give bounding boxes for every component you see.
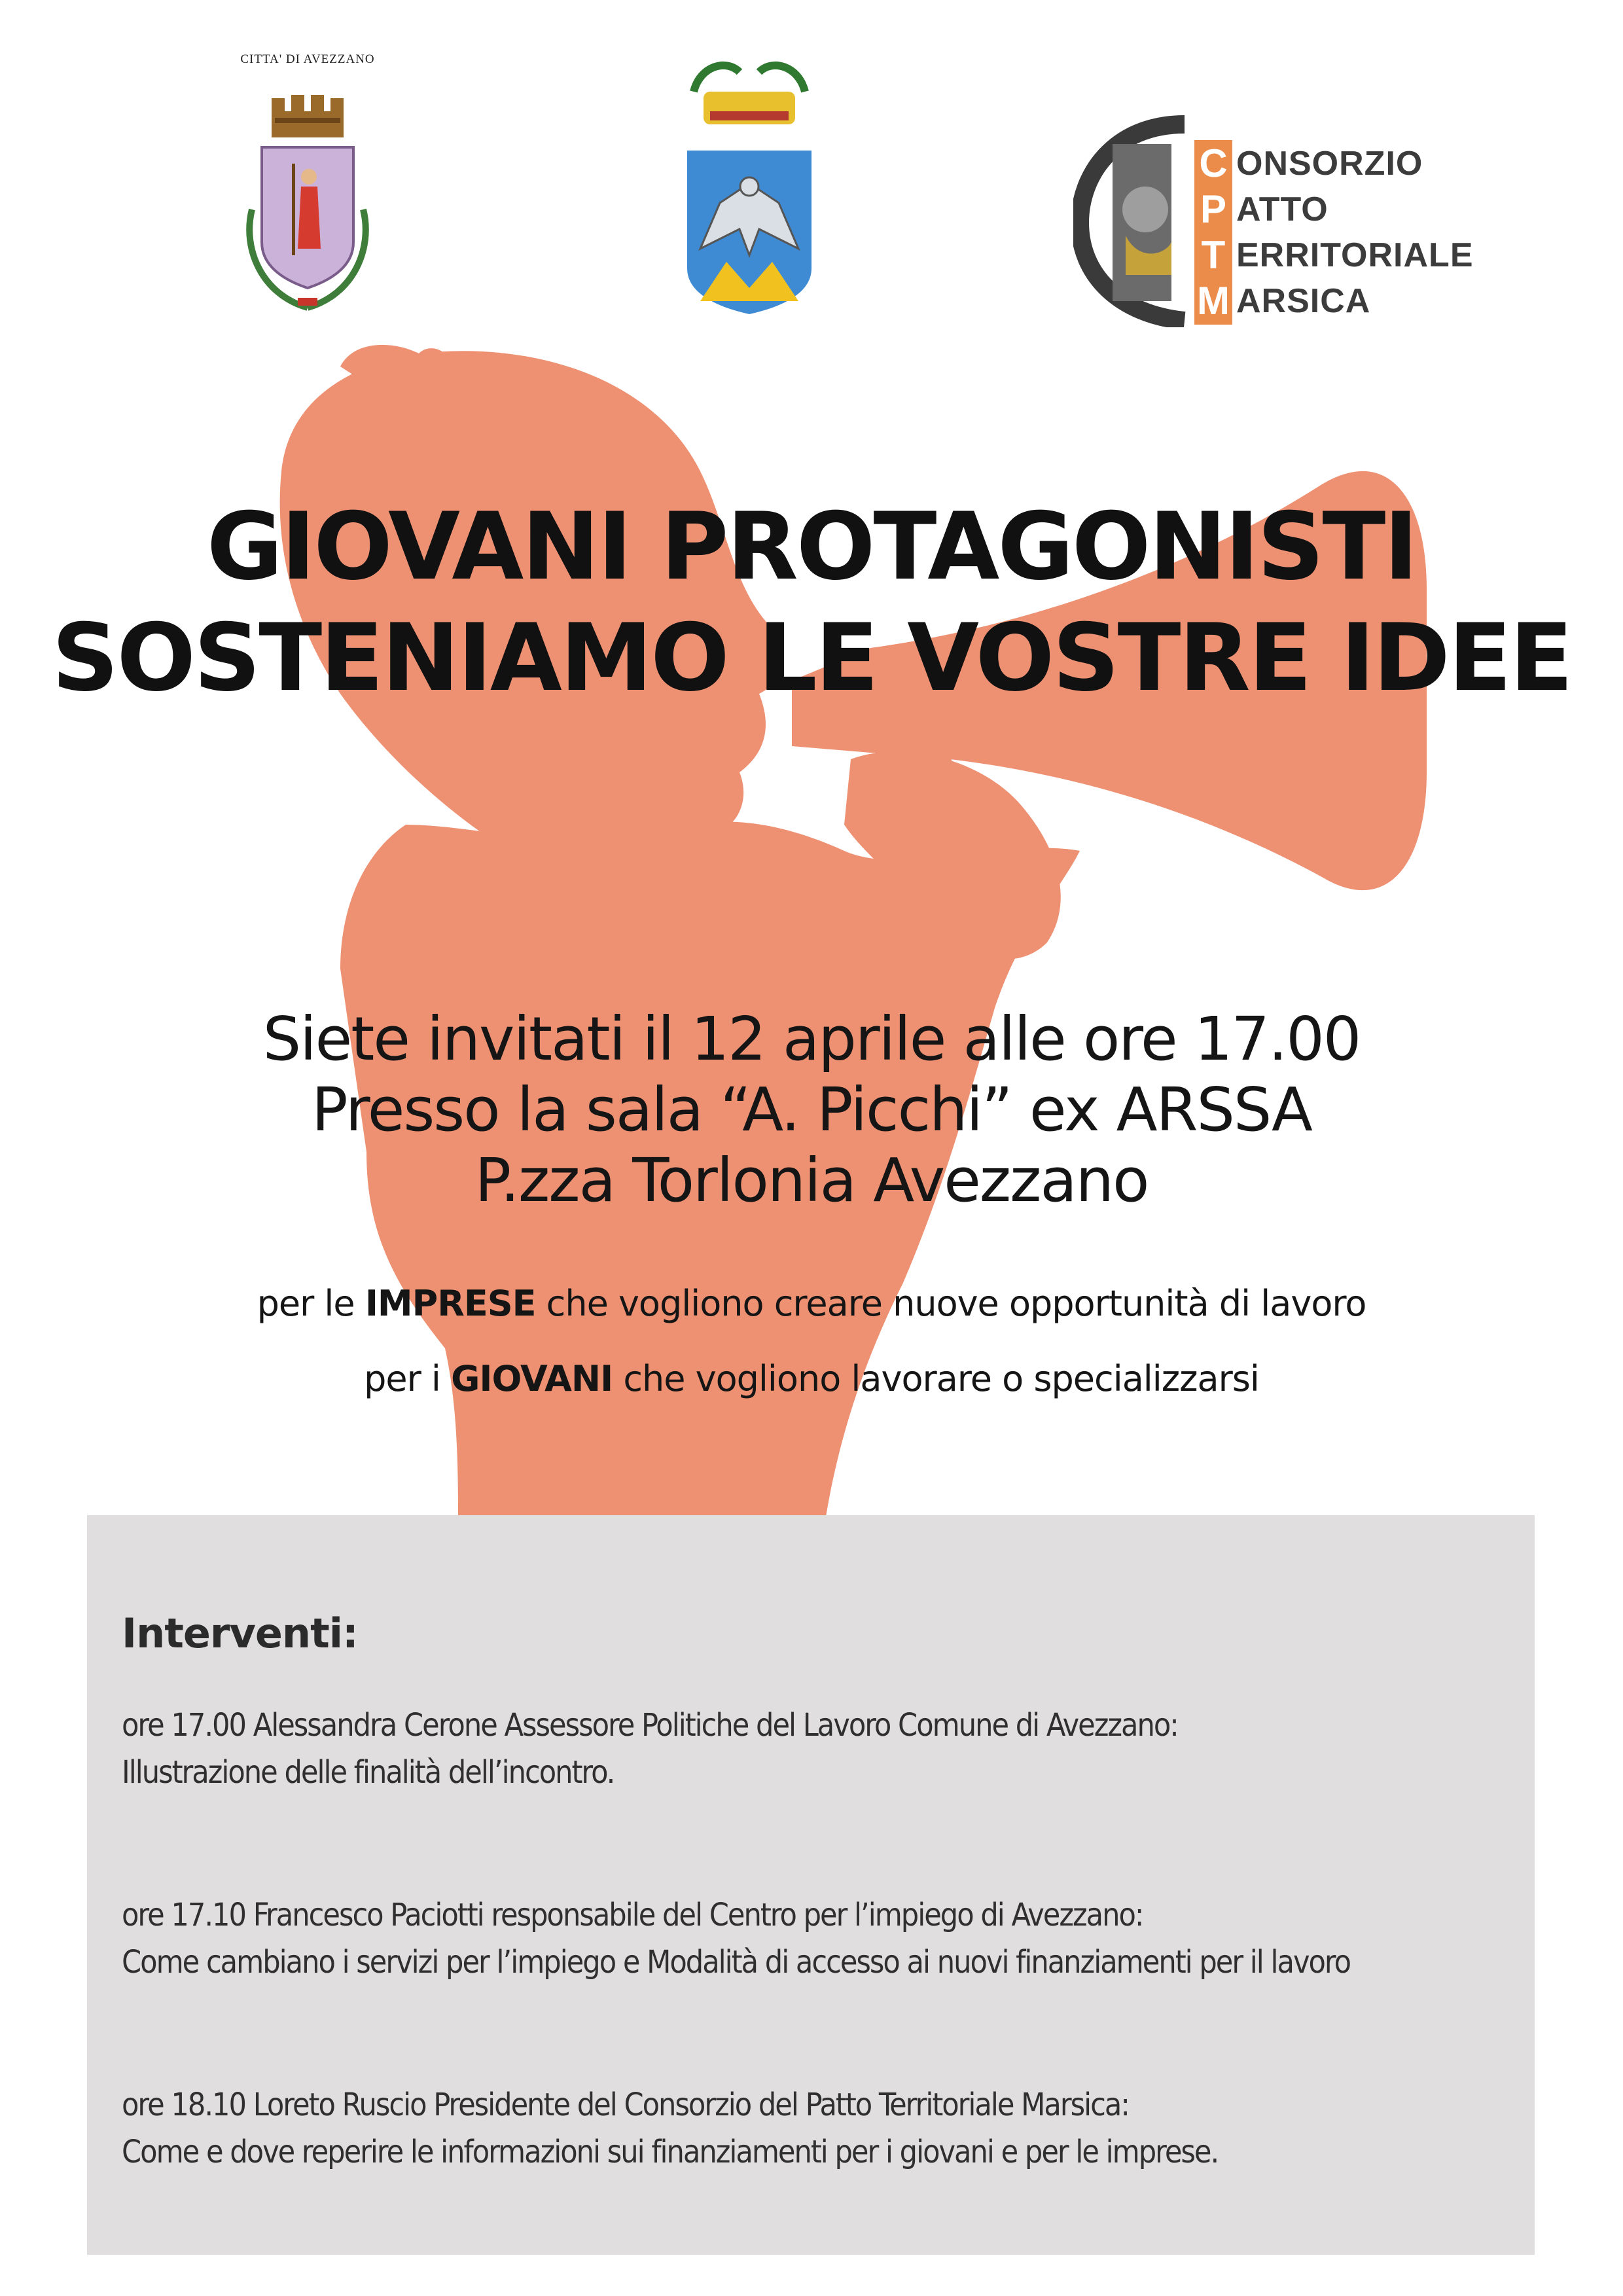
invitation-venue-line: Presso la sala “A. Picchi” ex ARSSA: [312, 1075, 1311, 1145]
avezzano-crest-icon: [236, 92, 380, 314]
target-imprese: [0, 1283, 1623, 1324]
cptm-letter: P: [1194, 186, 1232, 233]
program-item-speaker: ore 17.10 Francesco Paciotti responsabile del Centro per l’impiego di Avezzano:: [122, 1897, 1143, 1933]
main-title-line-1: GIOVANI PROTAGONISTI: [206, 493, 1417, 601]
program-item-topic: Come cambiano i servizi per l’impiego e Modalità di accesso ai nuovi finanziamenti per il lavoro: [122, 1944, 1351, 1981]
target-suffix: che vogliono lavorare o specializzarsi: [613, 1358, 1259, 1399]
invitation-address-line: P.zza Torlonia Avezzano: [474, 1145, 1149, 1215]
program-item: [122, 1892, 1350, 1986]
program-item: [122, 1702, 1178, 1796]
program-item: [122, 2081, 1218, 2176]
main-title-line-2: SOSTENIAMO LE VOSTRE IDEE: [52, 604, 1571, 712]
cptm-row-territoriale: [1194, 229, 1474, 281]
target-keyword: IMPRESE: [365, 1283, 536, 1324]
cptm-word: ARSICA: [1236, 282, 1371, 320]
cptm-row-consorzio: [1194, 137, 1423, 190]
provincia-crest-logo: [674, 52, 825, 314]
program-heading: Interventi:: [122, 1609, 358, 1657]
target-prefix: per i: [364, 1358, 452, 1399]
target-suffix: che vogliono creare nuove opportunità di lavoro: [535, 1283, 1366, 1324]
target-keyword: GIOVANI: [451, 1358, 613, 1399]
cptm-letter: M: [1194, 278, 1232, 325]
program-item-speaker: ore 18.10 Loreto Ruscio Presidente del Consorzio del Patto Territoriale Marsica:: [122, 2087, 1129, 2123]
cptm-word: ATTO: [1236, 190, 1329, 228]
invitation-date-line: Siete invitati il 12 aprile alle ore 17.00: [262, 1004, 1361, 1074]
cptm-row-marsica: [1194, 275, 1370, 327]
cptm-word: ERRITORIALE: [1236, 236, 1474, 274]
program-item-topic: Illustrazione delle finalità dell’incontro.: [122, 1754, 615, 1791]
program-item-speaker: ore 17.00 Alessandra Cerone Assessore Politiche del Lavoro Comune di Avezzano:: [122, 1707, 1178, 1744]
cptm-consorzio-logo: [1073, 111, 1479, 327]
city-label: CITTA' DI AVEZZANO: [240, 52, 375, 66]
target-prefix: per le: [257, 1283, 365, 1324]
provincia-eagle-crest-icon: [674, 52, 825, 314]
cptm-word: ONSORZIO: [1236, 145, 1423, 183]
cptm-letter: T: [1194, 232, 1232, 279]
target-giovani: [0, 1358, 1623, 1399]
citta-di-avezzano-logo: [223, 52, 393, 321]
cptm-row-patto: [1194, 183, 1329, 236]
program-item-topic: Come e dove reperire le informazioni sui finanziamenti per i giovani e per le imprese.: [122, 2134, 1219, 2170]
cptm-letter: C: [1194, 140, 1232, 187]
